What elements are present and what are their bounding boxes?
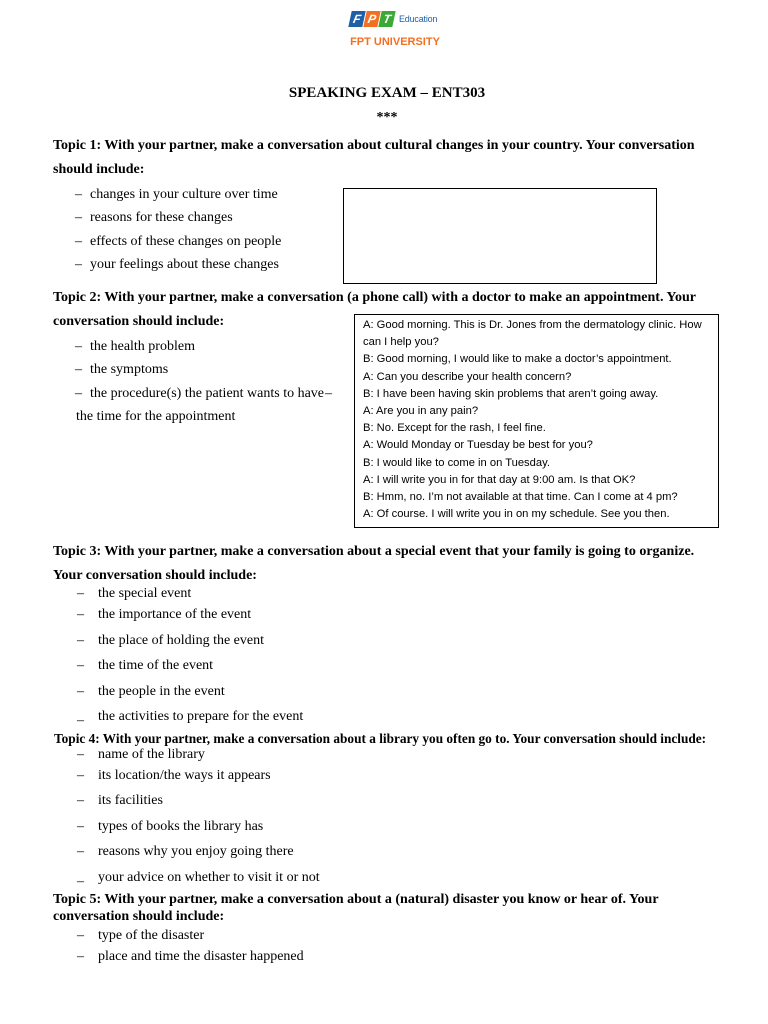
- topic2-line2: conversation should include:: [53, 314, 225, 329]
- list-item: the time for the appointment: [76, 409, 236, 424]
- dialogue-line: A: Can you describe your health concern?: [363, 370, 572, 383]
- logo-tile-f: F: [348, 11, 365, 27]
- dash-bullet: –: [77, 844, 84, 859]
- fpt-wordmark: [350, 8, 437, 30]
- dialogue-line: A: I will write you in for that day at 9:00 am. Is that OK?: [363, 473, 636, 486]
- dialogue-line: B: No. Except for the rash, I feel fine.: [363, 422, 546, 435]
- topic5-heading: [53, 891, 659, 925]
- dash-bullet: –: [75, 339, 82, 354]
- dash-bullet: –: [77, 607, 84, 622]
- logo-tile-p: P: [363, 11, 380, 27]
- dialogue-line: B: I would like to come in on Tuesday.: [363, 456, 550, 469]
- topic3-line1: Topic 3: With your partner, make a conversation about a special event that your family is going to organize.: [53, 544, 695, 559]
- topic1-heading: [53, 134, 695, 182]
- dash-bullet: –: [75, 257, 82, 272]
- dash-bullet: –: [75, 234, 82, 249]
- logo-university: FPT UNIVERSITY: [350, 36, 440, 48]
- topic3-heading: [53, 540, 694, 588]
- fpt-logo: [350, 8, 440, 54]
- dash-bullet: –: [75, 386, 82, 401]
- dash-bullet: –: [75, 210, 82, 225]
- page-title: SPEAKING EXAM – ENT303: [288, 85, 486, 101]
- dialogue-line: can I help you?: [363, 336, 439, 349]
- dash-bullet: –: [77, 658, 84, 673]
- topic5-line1: Topic 5: With your partner, make a conversation about a (natural) disaster you know or hear of. Your: [53, 892, 659, 907]
- topic3-line2: Your conversation should include:: [53, 568, 257, 583]
- dash-bullet: –: [77, 819, 84, 834]
- topic5-line2: conversation should include:: [53, 909, 225, 924]
- dash-bullet: –: [77, 874, 84, 889]
- dash-bullet: –: [77, 684, 84, 699]
- dialogue-line: A: Of course. I will write you in on my schedule. See you then.: [363, 508, 670, 521]
- dash-bullet: –: [77, 928, 84, 943]
- logo-education: Education: [399, 14, 438, 24]
- dash-bullet: –: [77, 747, 84, 762]
- dash-bullet: –: [77, 949, 84, 964]
- dash-bullet: –: [77, 793, 84, 808]
- dialogue-line: B: Hmm, no. I’m not available at that time. Can I come at 4 pm?: [363, 491, 678, 504]
- dash-bullet: –: [75, 187, 82, 202]
- dialogue-line: B: I have been having skin problems that aren’t going away.: [363, 387, 659, 400]
- dialogue-line: A: Would Monday or Tuesday be best for you?: [363, 439, 593, 452]
- logo-tile-t: T: [378, 11, 395, 27]
- title-separator: ***: [376, 110, 398, 125]
- empty-answer-box: [343, 188, 657, 284]
- dialogue-line: B: Good morning, I would like to make a doctor’s appointment.: [363, 353, 672, 366]
- dash-bullet: –: [75, 362, 82, 377]
- topic4-heading: Topic 4: With your partner, make a conversation about a library you often go to. Your conversation should include:: [54, 731, 707, 746]
- dialogue-line: A: Good morning. This is Dr. Jones from the dermatology clinic. How: [363, 319, 702, 331]
- dialogue-line: A: Are you in any pain?: [363, 405, 479, 418]
- topic1-line1: Topic 1: With your partner, make a conversation about cultural changes in your country. Your conversation: [53, 138, 695, 153]
- dash-bullet: –: [77, 768, 84, 783]
- dash-bullet: –: [77, 633, 84, 648]
- dash-bullet: –: [77, 586, 84, 601]
- dialogue-box: [354, 314, 719, 528]
- dash-bullet: –: [325, 386, 332, 401]
- topic2-line1: Topic 2: With your partner, make a conversation (a phone call) with a doctor to make an appointment. Your: [53, 290, 696, 305]
- dash-bullet: –: [77, 713, 84, 728]
- topic1-line2: should include:: [53, 162, 145, 177]
